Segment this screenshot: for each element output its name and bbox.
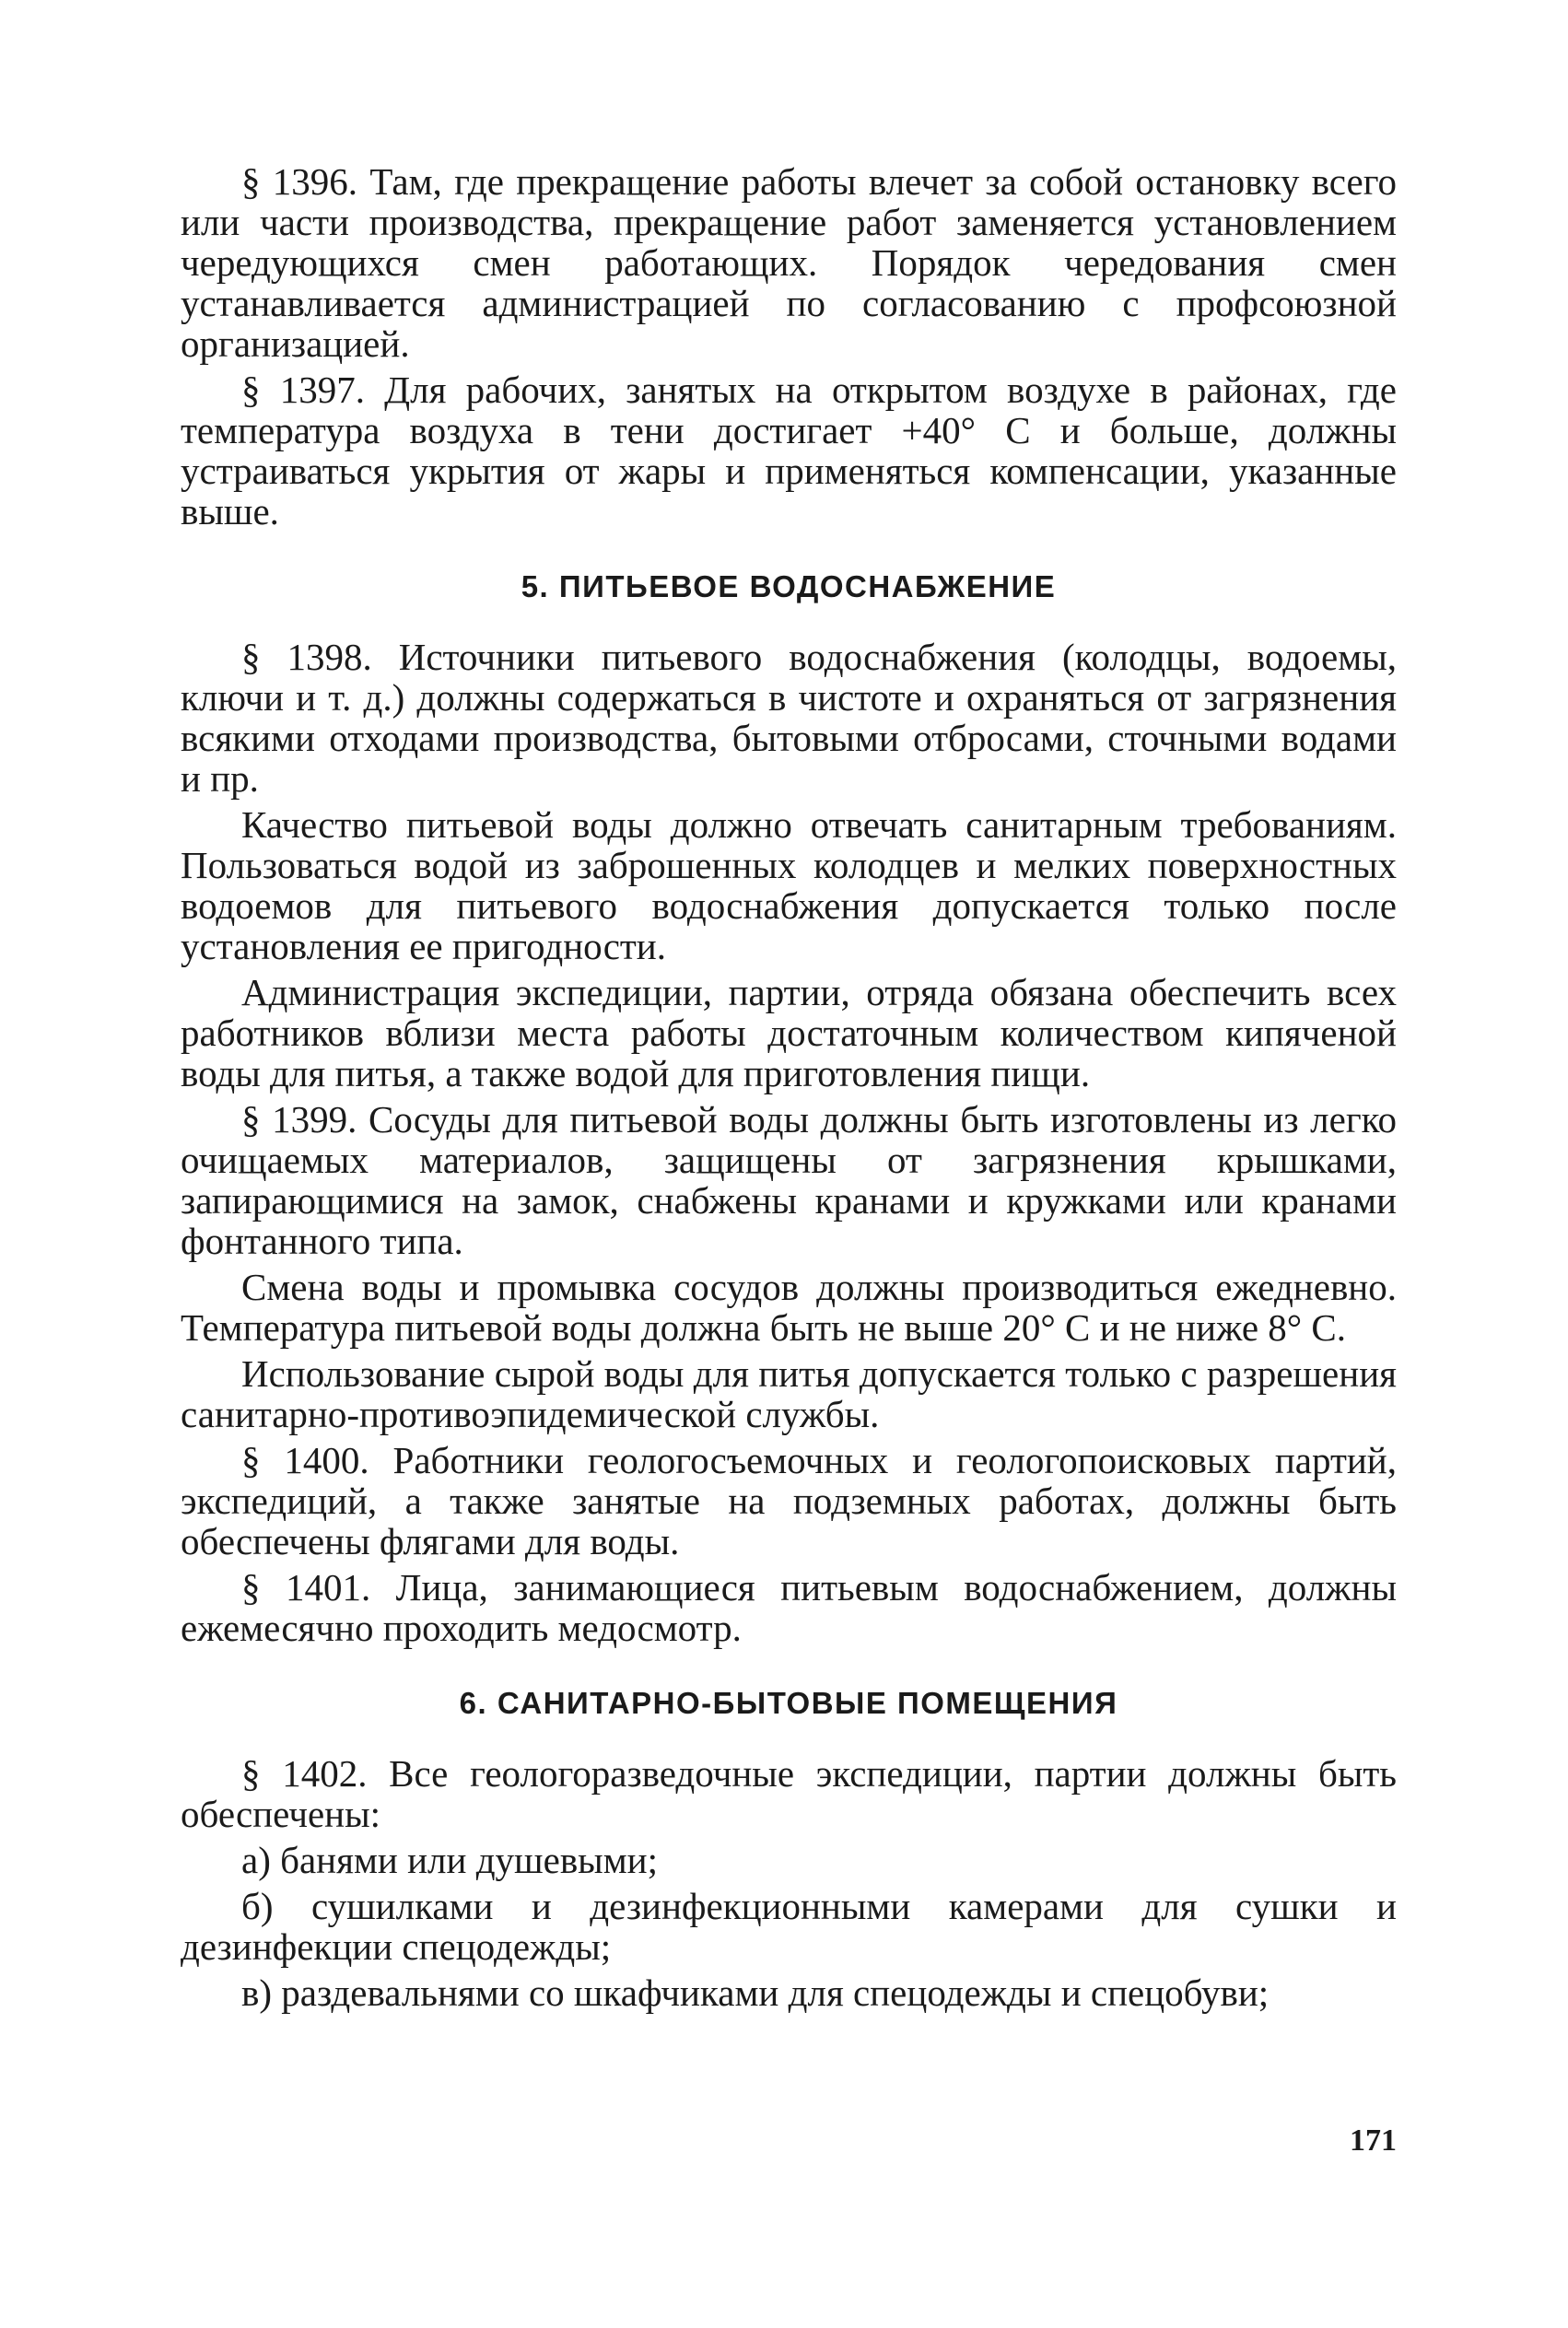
paragraph-1396: § 1396. Там, где прекращение работы влечет за собой остановку всего или части производства, прекращение работ заменяется установлением чередующихся смен работающих. Порядок чередования смен устанавливается администрацией по согласованию с профсоюзной организацией. [181, 160, 1397, 365]
paragraph-water-quality: Качество питьевой воды должно отвечать санитарным требованиям. Пользоваться водой из заброшенных колодцев и мелких поверхностных водоемов для питьевого водоснабжения допускается только после установления ее пригодности. [181, 803, 1397, 967]
paragraph-water-change: Смена воды и промывка сосудов должны производиться ежедневно. Температура питьевой воды должна быть не выше 20° С и не ниже 8° С. [181, 1266, 1397, 1349]
section-heading-sanitary-rooms: 6. САНИТАРНО-БЫТОВЫЕ ПОМЕЩЕНИЯ [459, 1686, 1118, 1720]
paragraph-1402: § 1402. Все геологоразведочные экспедиции, партии должны быть обеспечены: [181, 1752, 1397, 1835]
paragraph-administration-duty: Администрация экспедиции, партии, отряда обязана обеспечить всех работников вблизи места работы достаточным количеством кипяченой воды для питья, а также водой для приготовления пищи. [181, 971, 1397, 1094]
paragraph-1397: § 1397. Для рабочих, занятых на открытом воздухе в районах, где температура воздуха в тени достигает +40° С и больше, должны устраиваться укрытия от жары и применяться компенсации, указанные выше. [181, 369, 1397, 532]
paragraph-1399: § 1399. Сосуды для питьевой воды должны быть изготовлены из легко очищаемых материалов, защищены от загрязнения крышками, запирающимися на замок, снабжены кранами и кружками или кранами фонтанного типа. [181, 1098, 1397, 1262]
list-item-v: в) раздевальнями со шкафчиками для спецодежды и спецобуви; [241, 1971, 1270, 2014]
paragraph-1400: § 1400. Работники геологосъемочных и геологопоисковых партий, экспедиций, а также занятые на подземных работах, должны быть обеспечены флягами для воды. [181, 1439, 1397, 1562]
list-item-b: б) сушилками и дезинфекционными камерами для сушки и дезинфекции спецодежды; [181, 1885, 1397, 1968]
page-number: 171 [1350, 2123, 1397, 2158]
paragraph-raw-water: Использование сырой воды для питья допускается только с разрешения санитарно-противоэпидемической службы. [181, 1352, 1397, 1435]
paragraph-1398: § 1398. Источники питьевого водоснабжения (колодцы, водоемы, ключи и т. д.) должны содержаться в чистоте и охраняться от загрязнения всякими отходами производства, бытовыми отбросами, сточными водами и пр. [181, 636, 1397, 800]
section-heading-drinking-water: 5. ПИТЬЕВОЕ ВОДОСНАБЖЕНИЕ [521, 569, 1057, 603]
paragraph-1401: § 1401. Лица, занимающиеся питьевым водоснабжением, должны ежемесячно проходить медосмотр. [181, 1566, 1397, 1649]
document-page [181, 161, 1397, 2018]
list-item-a: а) банями или душевыми; [241, 1839, 659, 1881]
